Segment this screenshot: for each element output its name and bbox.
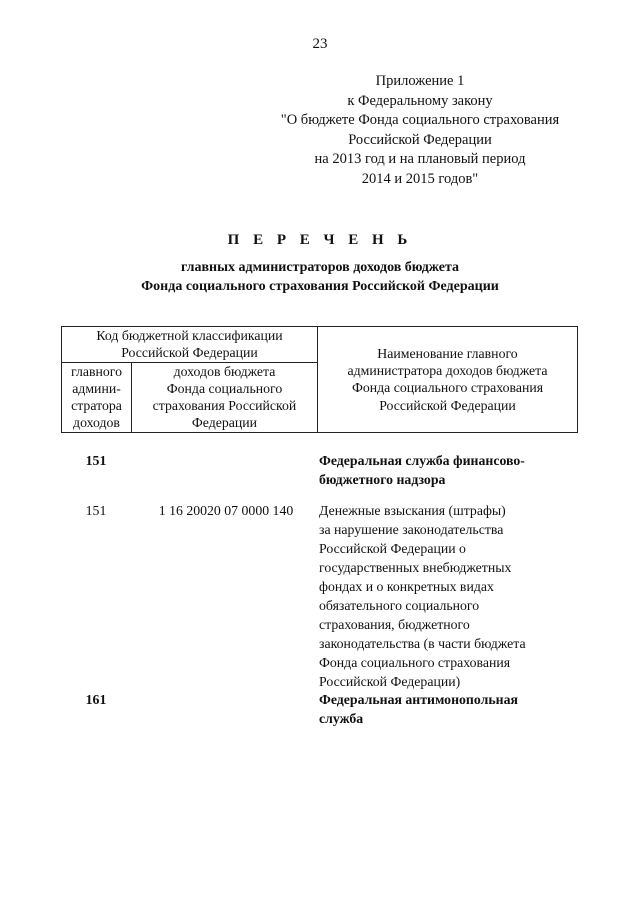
administrator-name: Федеральная антимонопольная служба [319,692,518,726]
appendix-line: на 2013 год и на плановый период [314,151,526,167]
document-subtitle [0,258,640,296]
admin-code: 151 [85,503,107,518]
budget-code: 1 16 20020 07 0000 140 [158,503,294,518]
appendix-line: Российской Федерации [348,131,492,148]
admin-code: 161 [85,692,107,707]
document-title: П Е Р Е Ч Е Н Ь [227,232,413,248]
budget-classification-code-header: Код бюджетной классификации Российской Федерации [62,327,318,363]
appendix-line: Приложение 1 [375,73,465,89]
appendix-line: 2014 и 2015 годов" [361,170,479,187]
subtitle-line: Фонда социального страхования Российской Федерации [141,279,499,294]
table-header [61,326,578,433]
appendix-line: "О бюджете Фонда социального страхования [280,112,560,128]
admin-code: 151 [85,453,107,468]
appendix-reference [270,72,570,189]
administrator-name: Денежные взыскания (штрафы) за нарушение законодательства Российской Федерации о государственных внебюджетных фондах и о конкретных видах обязательного социального страхования, бюджетного законодательства (в части бюджета Фонда социального страхования Российской Федерации) [319,503,526,689]
page-number: 23 [312,36,328,52]
administrator-name: Федеральная служба финансово- бюджетного надзора [319,453,525,487]
subtitle-line: главных администраторов доходов бюджета [180,260,460,275]
budget-income-column-header: доходов бюджета Фонда социального страхования Российской Федерации [132,362,318,432]
chief-administrator-column-header: главного админи- стратора доходов [62,362,132,432]
appendix-line: к Федеральному закону [347,92,493,109]
administrator-name-header: Наименование главного администратора доходов бюджета Фонда социального страхования Российской Федерации [318,327,578,433]
